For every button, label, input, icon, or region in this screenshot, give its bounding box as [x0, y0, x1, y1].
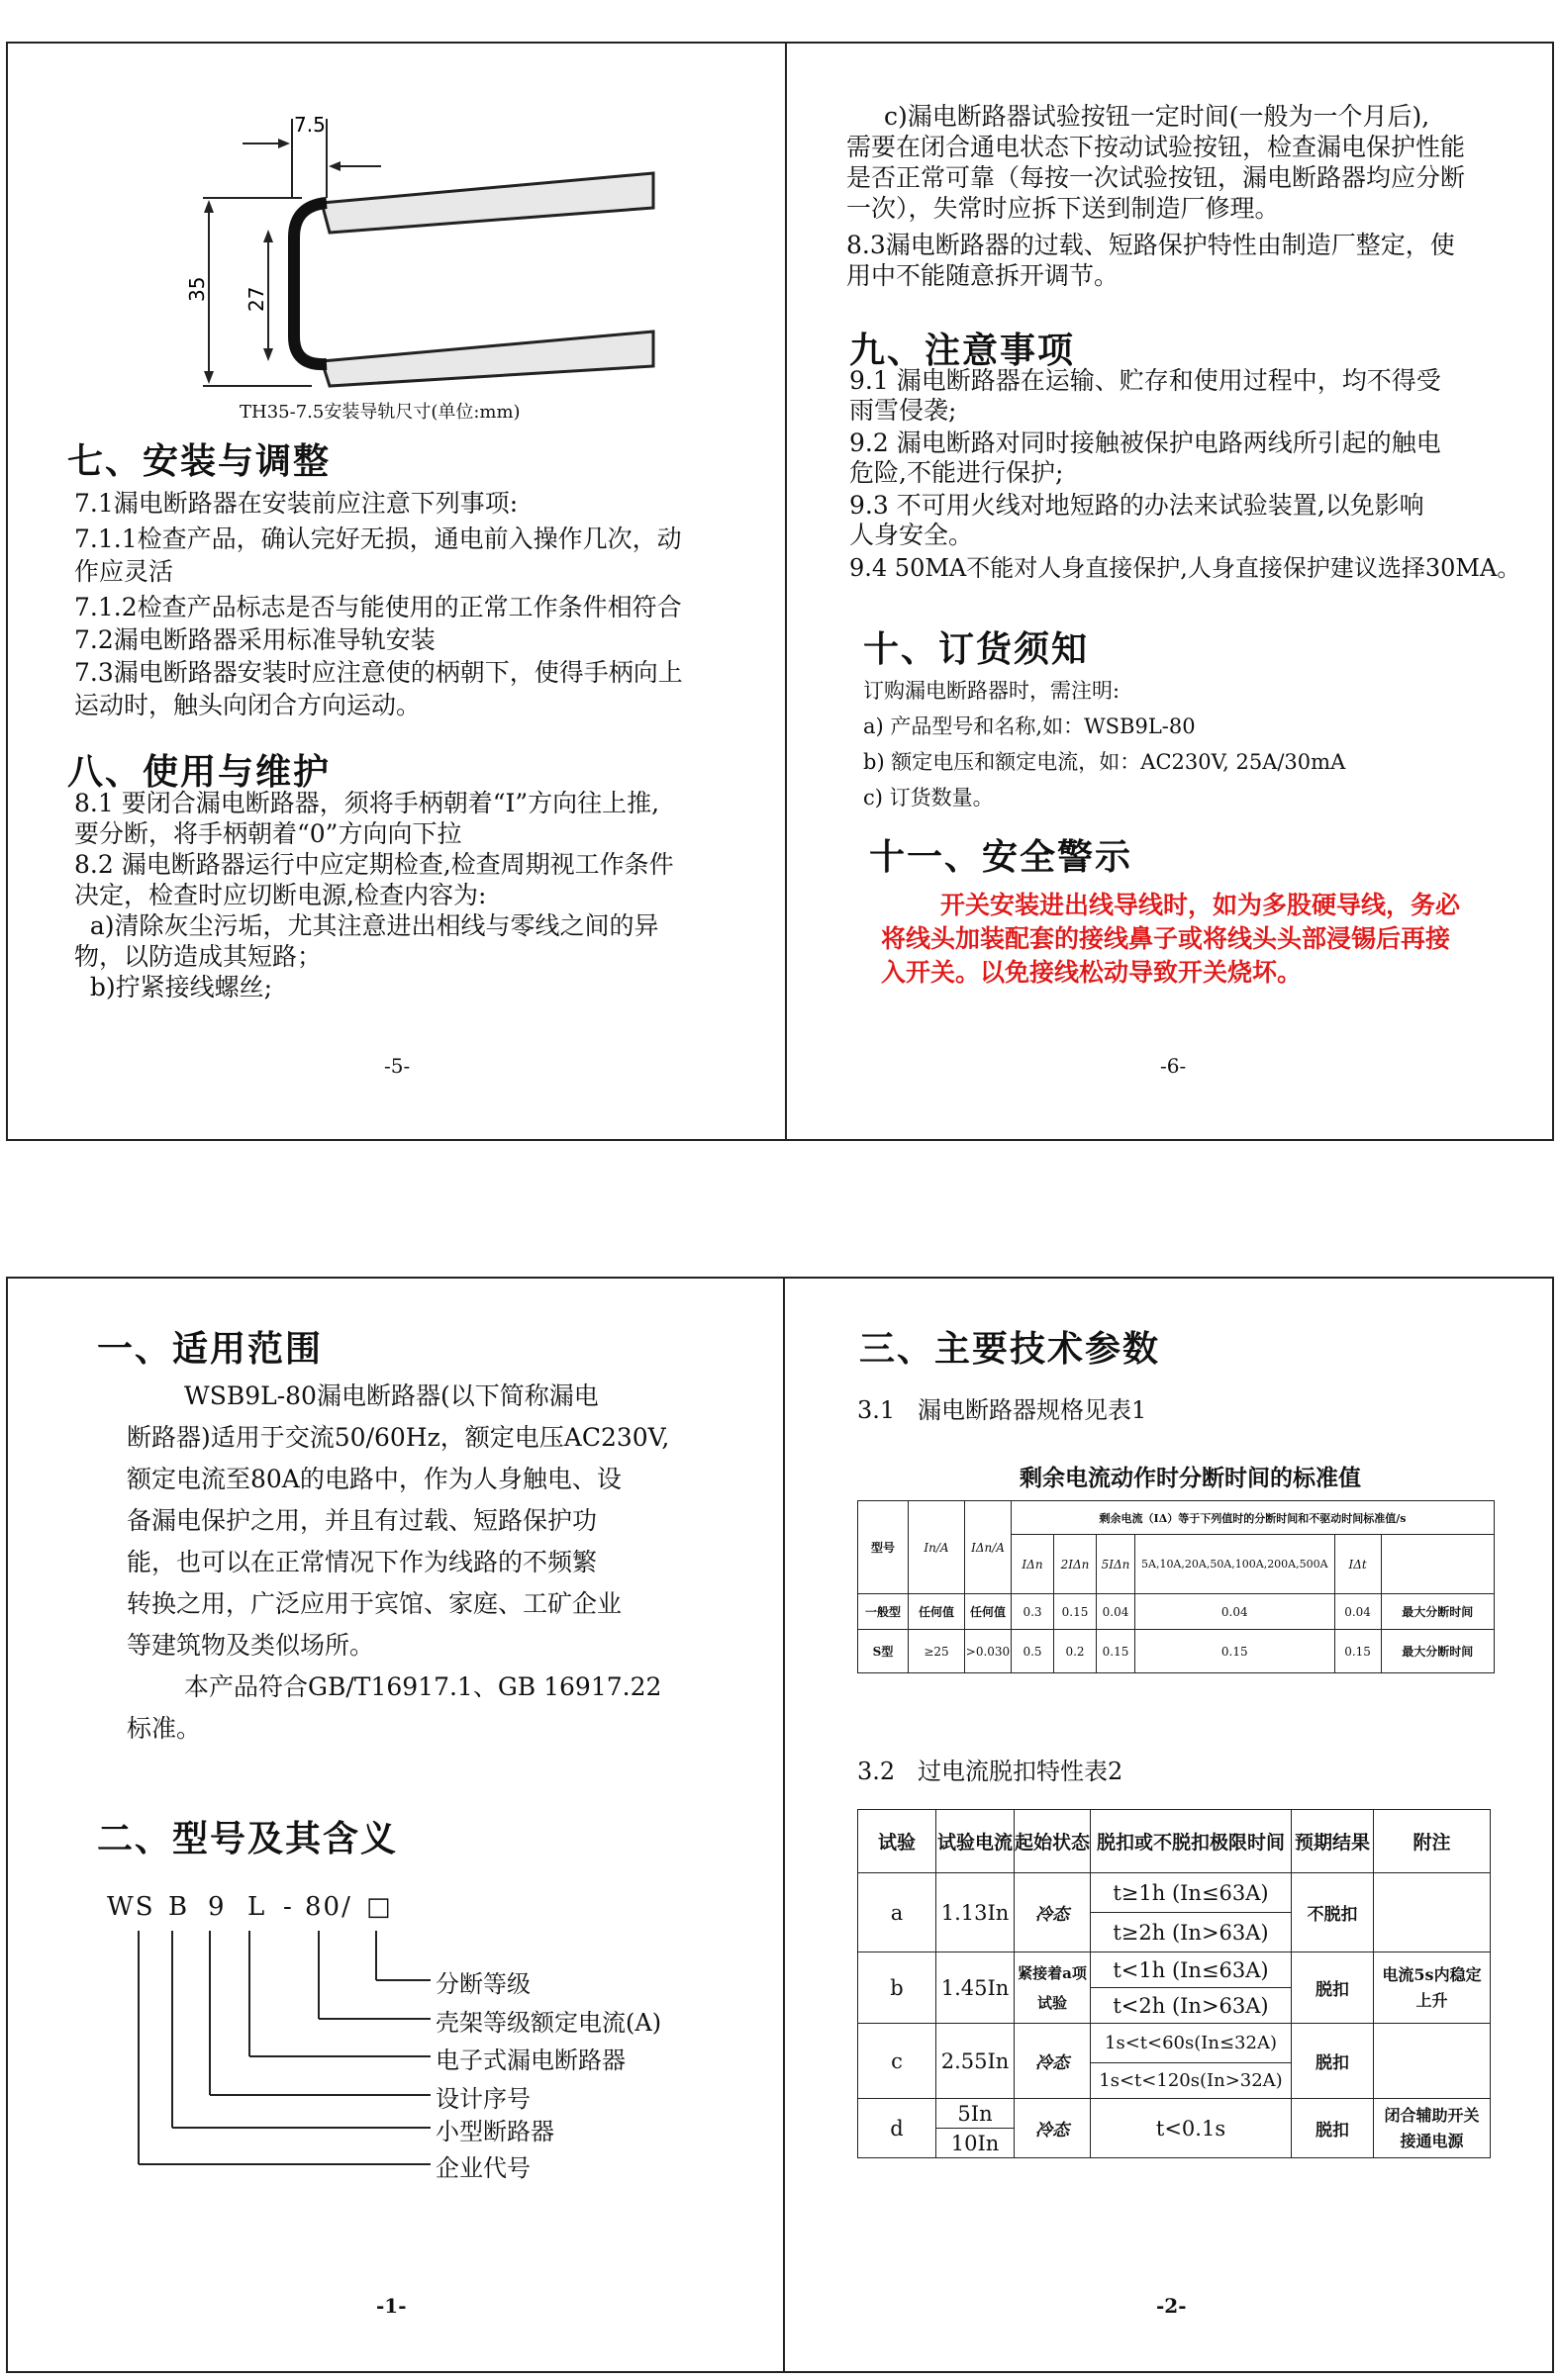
text-line: WSB9L-80漏电断路器(以下简称漏电 — [184, 1381, 599, 1410]
rail-bottom-flange — [322, 332, 653, 386]
text-line: 8.1 要闭合漏电断路器，须将手柄朝着“I”方向往上推, — [74, 789, 660, 817]
table-cell: 1s<t<120s(In>32A) — [1091, 2063, 1292, 2099]
table-cell: 电流5s内稳定上升 — [1374, 1952, 1491, 2024]
table-header: In/A — [909, 1501, 965, 1594]
model-char: L — [247, 1892, 267, 1922]
table-header: 起始状态 — [1015, 1810, 1091, 1873]
section-9-title: 九、注意事项 — [849, 331, 1076, 371]
text-line: 7.1漏电断路器在安装前应注意下列事项: — [74, 489, 519, 518]
text-line: 本产品符合GB/T16917.1、GB 16917.22 — [184, 1672, 662, 1701]
table-cell: 10In — [936, 2129, 1015, 2158]
table1-reference: 3.1 漏电断路器规格见表1 — [857, 1396, 1147, 1424]
table-cell: 5In — [936, 2099, 1015, 2129]
table-header-empty — [1381, 1535, 1494, 1594]
table-cell: 0.3 — [1012, 1594, 1054, 1630]
table-header: IΔn/A — [965, 1501, 1012, 1594]
table-cell: 最大分断时间 — [1381, 1630, 1494, 1673]
section-1-title: 一、适用范围 — [97, 1329, 324, 1370]
table-cell: 2.55In — [936, 2024, 1015, 2099]
text-line: 标准。 — [127, 1714, 202, 1743]
text-line: 等建筑物及类似场所。 — [127, 1631, 375, 1660]
text-line: 雨雪侵袭; — [849, 396, 957, 425]
model-label: 设计序号 — [436, 2085, 531, 2113]
model-label: 壳架等级额定电流(A) — [436, 2009, 662, 2037]
text-line: 7.3漏电断路器安装时应注意使的柄朝下，使得手柄向上 — [74, 658, 683, 687]
section-10-title: 十、订货须知 — [863, 629, 1090, 670]
bottom-spread-divider — [783, 1277, 785, 2373]
text-line: 危险,不能进行保护; — [849, 458, 1064, 487]
text-line: 备漏电保护之用，并且有过载、短路保护功 — [127, 1506, 598, 1535]
table-cell: 不脱扣 — [1292, 1873, 1374, 1952]
text-line: 额定电流至80A的电路中，作为人身触电、设 — [127, 1465, 622, 1493]
safety-warning-text — [881, 889, 1544, 990]
rail-profile — [294, 203, 327, 364]
text-line: 一次），失常时应拆下送到制造厂修理。 — [846, 194, 1280, 223]
table-cell: >0.030 — [965, 1630, 1012, 1673]
table-cell: 1s<t<60s(In≤32A) — [1091, 2024, 1292, 2063]
dim-label-outer-height: 35 — [185, 276, 209, 302]
dim-label-inner-height: 27 — [244, 286, 268, 312]
model-code-leader-lines — [99, 1925, 436, 2172]
dim-label-width: 7.5 — [294, 113, 326, 137]
text-line: 9.3 不可用火线对地短路的办法来试验装置,以免影响 — [849, 491, 1424, 520]
model-char: - — [283, 1892, 294, 1922]
table-cell: 1.45In — [936, 1952, 1015, 2024]
text-line: 7.1.2检查产品标志是否与能使用的正常工作条件相符合 — [74, 593, 682, 621]
table-cell: 任何值 — [909, 1594, 965, 1630]
text-line: 用中不能随意拆开调节。 — [846, 261, 1120, 290]
table-cell: t<1h (In≤63A) — [1091, 1952, 1292, 1988]
table-header: IΔn — [1012, 1535, 1054, 1594]
text-line: 转换之用，广泛应用于宾馆、家庭、工矿企业 — [127, 1589, 623, 1618]
table-cell: 闭合辅助开关接通电源 — [1374, 2099, 1491, 2158]
section-9-body — [849, 366, 1542, 583]
model-char: B — [168, 1892, 190, 1922]
table-cell: 0.2 — [1054, 1630, 1097, 1673]
text-line: 是否正常可靠（每按一次试验按钮，漏电断路器均应分断 — [846, 163, 1466, 192]
text-line: 运动时，触头向闭合方向运动。 — [74, 691, 422, 719]
model-char: WS — [107, 1892, 155, 1922]
table-header-span: 剩余电流（IΔ）等于下列值时的分断时间和不驱动时间标准值/s — [1012, 1501, 1495, 1535]
model-char: 80/ — [305, 1892, 352, 1922]
text-line: 决定，检查时应切断电源,检查内容为: — [74, 881, 487, 909]
model-label: 企业代号 — [436, 2154, 531, 2182]
table-header: IΔt — [1334, 1535, 1381, 1594]
table-header: 型号 — [858, 1501, 909, 1594]
text-line: 作应灵活 — [74, 557, 174, 586]
top-spread-divider — [785, 42, 787, 1141]
page-number: -6- — [1160, 1054, 1187, 1078]
table-cell: ≥25 — [909, 1630, 965, 1673]
rail-back-flange — [322, 173, 653, 233]
text-line: c) 订货数量。 — [863, 786, 994, 809]
section-11-title: 十一、安全警示 — [869, 837, 1133, 878]
table-cell: 0.04 — [1097, 1594, 1135, 1630]
table-cell: t<0.1s — [1091, 2099, 1292, 2158]
table-cell: 一般型 — [858, 1594, 909, 1630]
table-cell: 0.5 — [1012, 1630, 1054, 1673]
model-char: □ — [366, 1892, 393, 1922]
page-number: -5- — [384, 1054, 411, 1078]
table-header: 附注 — [1374, 1810, 1491, 1873]
din-rail-diagram — [183, 99, 658, 396]
model-label: 分断等级 — [436, 1970, 531, 1998]
table-cell: t<2h (In>63A) — [1091, 1988, 1292, 2024]
model-label: 电子式漏电断路器 — [436, 2047, 626, 2074]
table-cell: 紧接着a项试验 — [1015, 1952, 1091, 2024]
text-line: 物，以防造成其短路； — [74, 942, 323, 971]
text-line: 8.2 漏电断路器运行中应定期检查,检查周期视工作条件 — [74, 850, 674, 879]
text-line: b) 额定电压和额定电流，如：AC230V, 25A/30mA — [863, 750, 1346, 774]
text-line: 入开关。以免接线松动导致开关烧坏。 — [881, 958, 1303, 987]
table-cell: a — [858, 1873, 936, 1952]
table-cell: 冷态 — [1015, 2099, 1091, 2158]
text-line: 断路器)适用于交流50/60Hz，额定电压AC230V, — [127, 1423, 670, 1452]
model-char: 9 — [208, 1892, 227, 1922]
table-cell: 0.04 — [1135, 1594, 1335, 1630]
text-line: 7.1.1检查产品，确认完好无损，通电前入操作几次，动 — [74, 524, 682, 553]
table-cell: 0.15 — [1097, 1630, 1135, 1673]
text-line: a)清除灰尘污垢，尤其注意进出相线与零线之间的异 — [74, 911, 659, 940]
text-line: 订购漏电断路器时，需注明: — [863, 679, 1121, 703]
model-label: 小型断路器 — [436, 2118, 554, 2145]
table-cell: 脱扣 — [1292, 1952, 1374, 2024]
table-header: 试验电流 — [936, 1810, 1015, 1873]
table-cell — [1374, 1873, 1491, 1952]
table-header: 5A,10A,20A,50A,100A,200A,500A — [1135, 1535, 1335, 1594]
section-7-title: 七、安装与调整 — [67, 441, 332, 482]
table2-overcurrent-trip — [857, 1809, 1491, 2158]
text-line: 8.3漏电断路器的过载、短路保护特性由制造厂整定，使 — [846, 231, 1455, 259]
text-line: 9.1 漏电断路器在运输、贮存和使用过程中，均不得受 — [849, 366, 1441, 395]
section-1-body — [127, 1376, 740, 1750]
section-7-body — [74, 487, 747, 721]
table-cell: 0.15 — [1135, 1630, 1335, 1673]
section-2-title: 二、型号及其含义 — [97, 1819, 399, 1859]
page-number: -2- — [1156, 2294, 1187, 2318]
section-10-body — [863, 673, 1536, 815]
table-cell: 最大分断时间 — [1381, 1594, 1494, 1630]
table-header: 5IΔn — [1097, 1535, 1135, 1594]
table1-residual-current — [857, 1500, 1495, 1673]
table-cell: c — [858, 2024, 936, 2099]
text-line: 将线头加装配套的接线鼻子或将线头头部浸锡后再接 — [881, 924, 1451, 953]
text-line: 9.4 50MA不能对人身直接保护,人身直接保护建议选择30MA。 — [849, 554, 1521, 582]
table-cell: t≥1h (In≤63A) — [1091, 1873, 1292, 1913]
page-number: -1- — [376, 2294, 407, 2318]
text-line: c)漏电断路器试验按钮一定时间(一般为一个月后), — [884, 102, 1430, 131]
table-header: 2IΔn — [1054, 1535, 1097, 1594]
text-line: b)拧紧接线螺丝; — [74, 973, 273, 1001]
table-cell: S型 — [858, 1630, 909, 1673]
text-line: 要分断，将手柄朝着“0”方向向下拉 — [74, 819, 462, 848]
table-cell: 冷态 — [1015, 2024, 1091, 2099]
table-cell: 0.15 — [1054, 1594, 1097, 1630]
table-cell: 脱扣 — [1292, 2099, 1374, 2158]
table1-title: 剩余电流动作时分断时间的标准值 — [1020, 1465, 1361, 1491]
text-line: 9.2 漏电断路对同时接触被保护电路两线所引起的触电 — [849, 428, 1441, 457]
table-cell: 0.04 — [1334, 1594, 1381, 1630]
section-8-title: 八、使用与维护 — [67, 752, 332, 793]
table-header: 试验 — [858, 1810, 936, 1873]
table-header: 预期结果 — [1292, 1810, 1374, 1873]
table-cell: 任何值 — [965, 1594, 1012, 1630]
diagram-caption: TH35-7.5安装导轨尺寸(单位:mm) — [240, 402, 521, 423]
text-line: 能，也可以在正常情况下作为线路的不频繁 — [127, 1548, 598, 1576]
table-cell: 0.15 — [1334, 1630, 1381, 1673]
section-3-title: 三、主要技术参数 — [859, 1329, 1161, 1370]
table-cell: 冷态 — [1015, 1873, 1091, 1952]
table-cell: b — [858, 1952, 936, 2024]
table2-reference: 3.2 过电流脱扣特性表2 — [857, 1758, 1123, 1785]
table-cell — [1374, 2024, 1491, 2099]
table-cell: t≥2h (In>63A) — [1091, 1913, 1292, 1952]
text-line: 人身安全。 — [849, 521, 974, 549]
table-cell: 1.13In — [936, 1873, 1015, 1952]
text-line: 7.2漏电断路器采用标准导轨安装 — [74, 625, 436, 654]
table-cell: d — [858, 2099, 936, 2158]
text-line: a) 产品型号和名称,如：WSB9L-80 — [863, 714, 1196, 738]
section-8-body — [74, 788, 747, 1002]
table-cell: 脱扣 — [1292, 2024, 1374, 2099]
table-header: 脱扣或不脱扣极限时间 — [1091, 1810, 1292, 1873]
text-line: 需要在闭合通电状态下按动试验按钮，检查漏电保护性能 — [846, 133, 1466, 161]
page6-top-text — [846, 101, 1539, 291]
text-line: 开关安装进出线导线时，如为多股硬导线，务必 — [940, 891, 1461, 919]
